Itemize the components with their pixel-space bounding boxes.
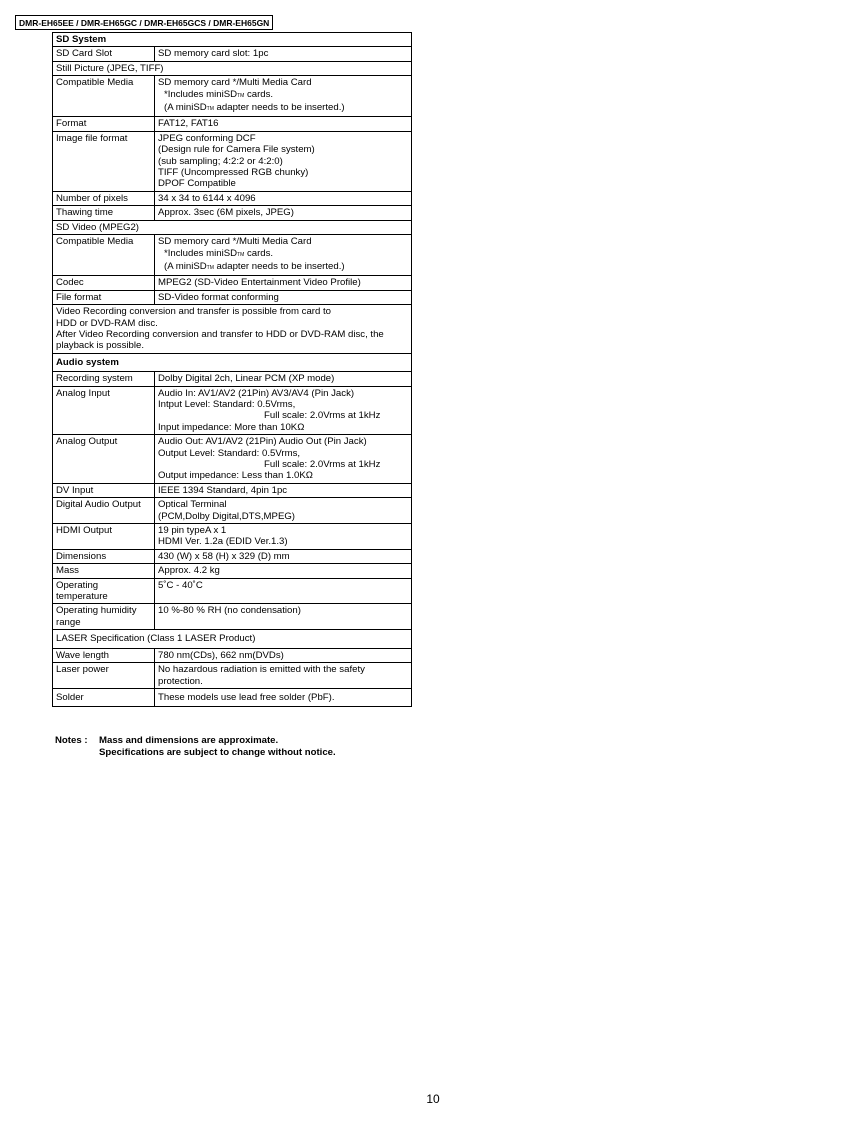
- value-line: [158, 89, 409, 102]
- value-line: (PCM,Dolby Digital,DTS,MPEG): [158, 510, 295, 522]
- table-row: [53, 524, 412, 550]
- trademark-mark: TM: [206, 106, 214, 113]
- row-label: HDMI Output: [53, 524, 155, 550]
- row-value: 780 nm(CDs), 662 nm(DVDs): [155, 648, 412, 662]
- row-label: DV Input: [53, 483, 155, 497]
- row-label: Recording system: [53, 372, 155, 386]
- row-label: Digital Audio Output: [53, 498, 155, 524]
- row-value: IEEE 1394 Standard, 4pin 1pc: [155, 483, 412, 497]
- label-line: Operating humidity: [56, 605, 137, 617]
- table-row: [53, 305, 412, 354]
- table-row: [53, 191, 412, 205]
- value-line: SD memory card */Multi Media Card: [158, 77, 312, 89]
- row-value: [155, 524, 412, 550]
- table-row: [53, 220, 412, 234]
- table-row: [53, 47, 412, 61]
- value-text: adapter needs to be inserted.): [213, 102, 345, 114]
- value-line: Input impedance: More than 10KΩ: [158, 421, 305, 433]
- table-row: [53, 372, 412, 386]
- row-label: Number of pixels: [53, 191, 155, 205]
- value-line: Output Level: Standard: 0.5Vrms,: [158, 447, 301, 459]
- notes-line: [55, 735, 336, 747]
- value-line: Audio In: AV1/AV2 (21Pin) AV3/AV4 (Pin Jack): [158, 387, 355, 399]
- value-line: [158, 102, 409, 115]
- table-row: [53, 131, 412, 191]
- row-label: Analog Output: [53, 435, 155, 484]
- value-line: Full scale: 2.0Vrms at 1kHz: [264, 410, 381, 422]
- value-line: (Design rule for Camera File system): [158, 144, 315, 156]
- row-label: Solder: [53, 688, 155, 706]
- table-row: [53, 276, 412, 290]
- table-row: [53, 353, 412, 371]
- value-text: (A miniSD: [164, 102, 207, 114]
- section-still-picture: Still Picture (JPEG, TIFF): [53, 61, 412, 75]
- row-label: Codec: [53, 276, 155, 290]
- value-line: Audio Out: AV1/AV2 (21Pin) Audio Out (Pin Jack): [158, 436, 367, 448]
- row-label: Wave length: [53, 648, 155, 662]
- model-header: DMR-EH65EE / DMR-EH65GC / DMR-EH65GCS / DMR-EH65GN: [15, 15, 273, 30]
- table-row: [53, 117, 412, 131]
- label-line: range: [56, 616, 81, 628]
- value-text: *Includes miniSD: [164, 247, 238, 259]
- table-row: [53, 386, 412, 435]
- label-line: Operating: [56, 579, 99, 591]
- row-label: Dimensions: [53, 549, 155, 563]
- value-line: TIFF (Uncompressed RGB chunky): [158, 167, 309, 179]
- row-label: Mass: [53, 564, 155, 578]
- table-row: [53, 578, 412, 604]
- trademark-mark: TM: [237, 92, 245, 99]
- table-row: [53, 61, 412, 75]
- value-line: SD memory card */Multi Media Card: [158, 236, 312, 248]
- row-value: Approx. 3sec (6M pixels, JPEG): [155, 206, 412, 220]
- row-label: File format: [53, 290, 155, 304]
- table-row: [53, 604, 412, 630]
- section-sd-system: SD System: [53, 33, 412, 47]
- row-label: Compatible Media: [53, 235, 155, 276]
- row-value: [155, 498, 412, 524]
- value-line: No hazardous radiation is emitted with the safety: [158, 664, 365, 676]
- note-line: HDD or DVD-RAM disc.: [56, 317, 158, 329]
- value-text: (A miniSD: [164, 260, 207, 272]
- page-number: 10: [426, 1092, 440, 1106]
- section-audio-system: Audio system: [53, 353, 412, 371]
- value-line: Output impedance: Less than 1.0KΩ: [158, 470, 313, 482]
- value-line: (sub sampling; 4:2:2 or 4:2:0): [158, 155, 283, 167]
- trademark-mark: TM: [237, 251, 245, 258]
- table-row: [53, 435, 412, 484]
- value-line: JPEG conforming DCF: [158, 132, 256, 144]
- row-value: 5˚C - 40˚C: [155, 578, 412, 604]
- value-text: cards.: [244, 88, 274, 100]
- note-line: Video Recording conversion and transfer is possible from card to: [56, 306, 331, 318]
- row-label: Format: [53, 117, 155, 131]
- row-value: FAT12, FAT16: [155, 117, 412, 131]
- row-value: These models use lead free solder (PbF).: [155, 688, 412, 706]
- trademark-mark: TM: [206, 264, 214, 271]
- table-row: [53, 33, 412, 47]
- value-line: Full scale: 2.0Vrms at 1kHz: [264, 459, 381, 470]
- table-row: [53, 630, 412, 648]
- table-row: [53, 206, 412, 220]
- table-row: [53, 663, 412, 689]
- row-label: Analog Input: [53, 386, 155, 435]
- value-line: Optical Terminal: [158, 499, 227, 511]
- row-label: Image file format: [53, 131, 155, 191]
- row-label: SD Card Slot: [53, 47, 155, 61]
- table-row: [53, 564, 412, 578]
- sd-video-note: [53, 305, 412, 354]
- row-value: [155, 235, 412, 276]
- row-value: [155, 131, 412, 191]
- row-value: 10 %-80 % RH (no condensation): [155, 604, 412, 630]
- value-text: *Includes miniSD: [164, 88, 238, 100]
- section-sd-video: SD Video (MPEG2): [53, 220, 412, 234]
- value-line: [158, 248, 409, 261]
- row-value: [155, 435, 412, 484]
- value-line: 19 pin typeA x 1: [158, 525, 227, 537]
- label-line: temperature: [56, 591, 108, 603]
- row-label: Thawing time: [53, 206, 155, 220]
- value-text: adapter needs to be inserted.): [213, 260, 345, 272]
- value-line: [158, 261, 409, 274]
- table-row: [53, 483, 412, 497]
- row-label: [53, 578, 155, 604]
- row-value: Approx. 4.2 kg: [155, 564, 412, 578]
- table-row: [53, 549, 412, 563]
- row-label: Compatible Media: [53, 76, 155, 117]
- value-line: HDMI Ver. 1.2a (EDID Ver.1.3): [158, 536, 288, 548]
- notes-line: Specifications are subject to change without notice.: [99, 746, 336, 758]
- value-text: cards.: [244, 247, 274, 259]
- value-line: protection.: [158, 675, 203, 687]
- table-row: [53, 688, 412, 706]
- row-value: SD-Video format conforming: [155, 290, 412, 304]
- table-row: [53, 290, 412, 304]
- spec-table: [52, 32, 412, 707]
- value-line: DPOF Compatible: [158, 178, 236, 190]
- table-row: [53, 648, 412, 662]
- notes-text: Mass and dimensions are approximate.: [99, 735, 279, 746]
- notes: [55, 735, 336, 758]
- row-value: [155, 386, 412, 435]
- row-value: 34 x 34 to 6144 x 4096: [155, 191, 412, 205]
- row-label: [53, 604, 155, 630]
- row-value: SD memory card slot: 1pc: [155, 47, 412, 61]
- row-label: Laser power: [53, 663, 155, 689]
- note-line: playback is possible.: [56, 340, 144, 352]
- note-line: After Video Recording conversion and transfer to HDD or DVD-RAM disc, the: [56, 328, 384, 340]
- table-row: [53, 76, 412, 117]
- table-row: [53, 235, 412, 276]
- table-row: [53, 498, 412, 524]
- row-value: 430 (W) x 58 (H) x 329 (D) mm: [155, 549, 412, 563]
- row-value: [155, 76, 412, 117]
- value-line: Intput Level: Standard: 0.5Vrms,: [158, 398, 296, 410]
- row-value: MPEG2 (SD-Video Entertainment Video Profile): [155, 276, 412, 290]
- section-laser: LASER Specification (Class 1 LASER Product): [53, 630, 412, 648]
- row-value: Dolby Digital 2ch, Linear PCM (XP mode): [155, 372, 412, 386]
- row-value: [155, 663, 412, 689]
- notes-tag: Notes :: [55, 735, 88, 746]
